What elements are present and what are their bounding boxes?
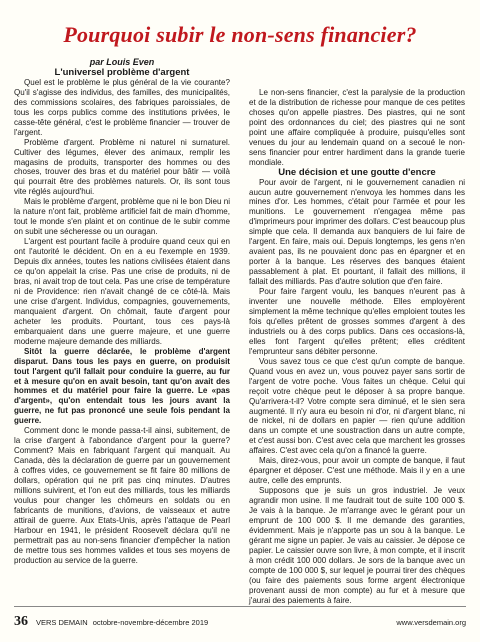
left-column xyxy=(14,58,230,566)
footer-divider xyxy=(14,606,466,607)
section-heading-1: L'universel problème d'argent xyxy=(54,66,190,78)
paragraph: Quel est le problème le plus général de la vie courante? Qu'il s'agisse des individus, des familles, des municipalités, des commissions scolaires, des fabriques paroissiales, de tous les corps publics comme des institutions privées, le casse-tête général, c'est le problème financier — trouver de l'argent. xyxy=(14,77,230,137)
paragraph: Supposons que je suis un gros industriel. Je veux agrandir mon usine. Il me faudrait tout de suite 100 000 $. Je vais à la banque. Je m'arrange avec le gérant pour un emprunt de 100 000 $. Il me demande des garanties, évidemment. Mais je n'apporte pas un sou à la banque. Le gérant me signe un papier. Je vais au caissier. Je dépose ce papier. Le caissier ouvre son livre, à mon compte, et il inscrit à mon crédit 100 000 dollars. Je sors de la banque avec un compte de 100 000 $, sur lequel je pourrai tirer des chèques (ou faire des paiements sous forme argent électronique provenant aussi de mon compte) au fur et à mesure que j'aurai des paiements à faire. xyxy=(249,486,465,605)
paragraph: Mais le problème d'argent, problème que ni le bon Dieu ni la nature n'ont fait, problème artificiel fait de main d'homme, tout le monde s'en plaint et on continue de le subir comme on subit une sécheresse ou un ouragan. xyxy=(14,197,230,237)
paragraph: L'argent est pourtant facile à produire quand ceux qui en ont l'autorité le décident. On en a eu l'exemple en 1939. Depuis dix années, toutes les nations civilisées étaient dans ce qu'on appelait la crise. Pas une crise de produits, ni de bras, ni avait trop de tout cela. Pas une crise de température ni de Providence: rien n'avait changé de ce côté-là. Mais une crise d'argent. Individus, compagnies, gouvernements, manquaient d'argent. On chômait, faute d'argent pour acheter les produits. Pourtant, tous ces pays-là embarquaient dans une guerre majeure, et une guerre moderne majeure demande des milliards. xyxy=(14,237,230,346)
article-title: Pourquoi subir le non-sens financier? xyxy=(63,22,417,47)
page-number: 36 xyxy=(14,614,28,629)
paragraph: Mais, direz-vous, pour avoir un compte de banque, il faut épargner et déposer. C'est une méthode. Mais il y en a une autre, celle des emprunts. xyxy=(249,456,465,486)
page-footer xyxy=(14,613,466,631)
paragraph: Pour faire l'argent voulu, les banques n'eurent pas à inventer une nouvelle méthode. Elles employèrent simplement la même technique qu'elles emploient toutes les fois qu'elles prêtent de grosses sommes d'argent à des industriels ou à des corps publics. Dans ces occasions-là, elles font l'argent qu'elles prêtent; elles créditent l'emprunteur sans débiter personne. xyxy=(249,287,465,356)
bold-paragraph: Sitôt la guerre déclarée, le problème d'argent disparut. Dans tous les pays en guerre, on produisit tout l'argent qu'il fallait pour conduire la guerre, au fur et à mesure qu'on en avait besoin, tant qu'on avait des hommes et du matériel pour faire la guerre. Le «pas d'argent», qu'on entendait tous les jours avant la guerre, ne fut pas prononcé une seule fois pendant la guerre. xyxy=(14,346,230,426)
paragraph: Pour avoir de l'argent, ni le gouvernement canadien ni aucun autre gouvernement n'envoya les hommes dans les mines d'or. Les hommes, c'était pour l'armée et pour les munitions. Le gouvernement n'engagea même pas d'imprimeurs pour imprimer des dollars. C'est beaucoup plus simple que cela. Il demanda aux banquiers de lui faire de l'argent. En faire, mais oui. Depuis longtemps, les gens n'en avaient pas, ils ne pouvaient donc pas en épargner et en porter à la banque. Les réserves des banques étaient passablement à plat. Et pourtant, il fallait des millions, il fallait des milliards. Pas d'autre solution que d'en faire. xyxy=(249,177,465,287)
byline: par Louis Even xyxy=(89,57,155,67)
paragraph: Vous savez tous ce que c'est qu'un compte de banque. Quand vous en avez un, vous pouvez payer sans sortir de l'argent de votre poche. Vous faites un chèque. Celui qui reçoit votre chèque peut le déposer à sa propre banque. Qu'arrivera-t-il? Votre compte sera diminué, et le sien sera augmenté. Il n'y aura eu besoin ni d'or, ni d'argent blanc, ni de nickel, ni de dollars en papier — rien qu'une addition dans un compte et une soustraction dans un autre compte, et c'est aussi bon. C'est avec cela que marchent les grosses affaires. C'est avec cela qu'on a financé la guerre. xyxy=(249,356,465,456)
website-link[interactable]: www.versdemain.org xyxy=(396,617,466,627)
issue-date: octobre-novembre-décembre 2019 xyxy=(92,617,209,627)
right-column xyxy=(249,88,465,606)
paragraph: Comment donc le monde passa-t-il ainsi, subitement, de la crise d'argent à l'abondance d'argent pour la guerre? Comment? Mais en fabriquant l'argent qui manquait. Au Canada, dès la déclaration de guerre par un gouvernement à coffres vides, ce gouvernement se fit faire 80 millions de dollars, opération qui ne prit pas cinq minutes. D'autres millions suivirent, et l'on eut des milliards, tous les milliards voulus pour changer les chômeurs en soldats ou en fabricants de munitions, d'avions, de vaisseaux et autre attirail de guerre. Aux Etats-Unis, après l'attaque de Pearl Harbour en 1941, le président Roosevelt déclara qu'il ne permettrait pas au non-sens financier d'empêcher la nation de mettre tous ses hommes valides et tous ses moyens de production au service de la guerre. xyxy=(14,426,230,565)
section-heading-2: Une décision et une goutte d'encre xyxy=(278,166,436,178)
paragraph: Problème d'argent. Problème ni naturel ni surnaturel. Cultiver des légumes, élever des animaux, remplir les magasins de produits, transporter des hommes ou des choses, trouver des bras et du matériel pour bâtir — voilà qui pourrait être des problèmes naturels. Or, ils sont tous vite réglés aujourd'hui. xyxy=(14,137,230,197)
paragraph: Le non-sens financier, c'est la paralysie de la production et de la distribution de richesse pour manque de ces petites choses qu'on appelle piastres. Des piastres, qui ne sont point des ordonnances du ciel; des piastres qui ne sont point une affaire compliquée à produire, puisqu'elles sont venues du jour au lendemain quand on a secoué le non-sens financier pour entrer hardiment dans la grande tuerie mondiale. xyxy=(249,88,465,167)
magazine-name: VERS DEMAIN xyxy=(36,617,88,627)
